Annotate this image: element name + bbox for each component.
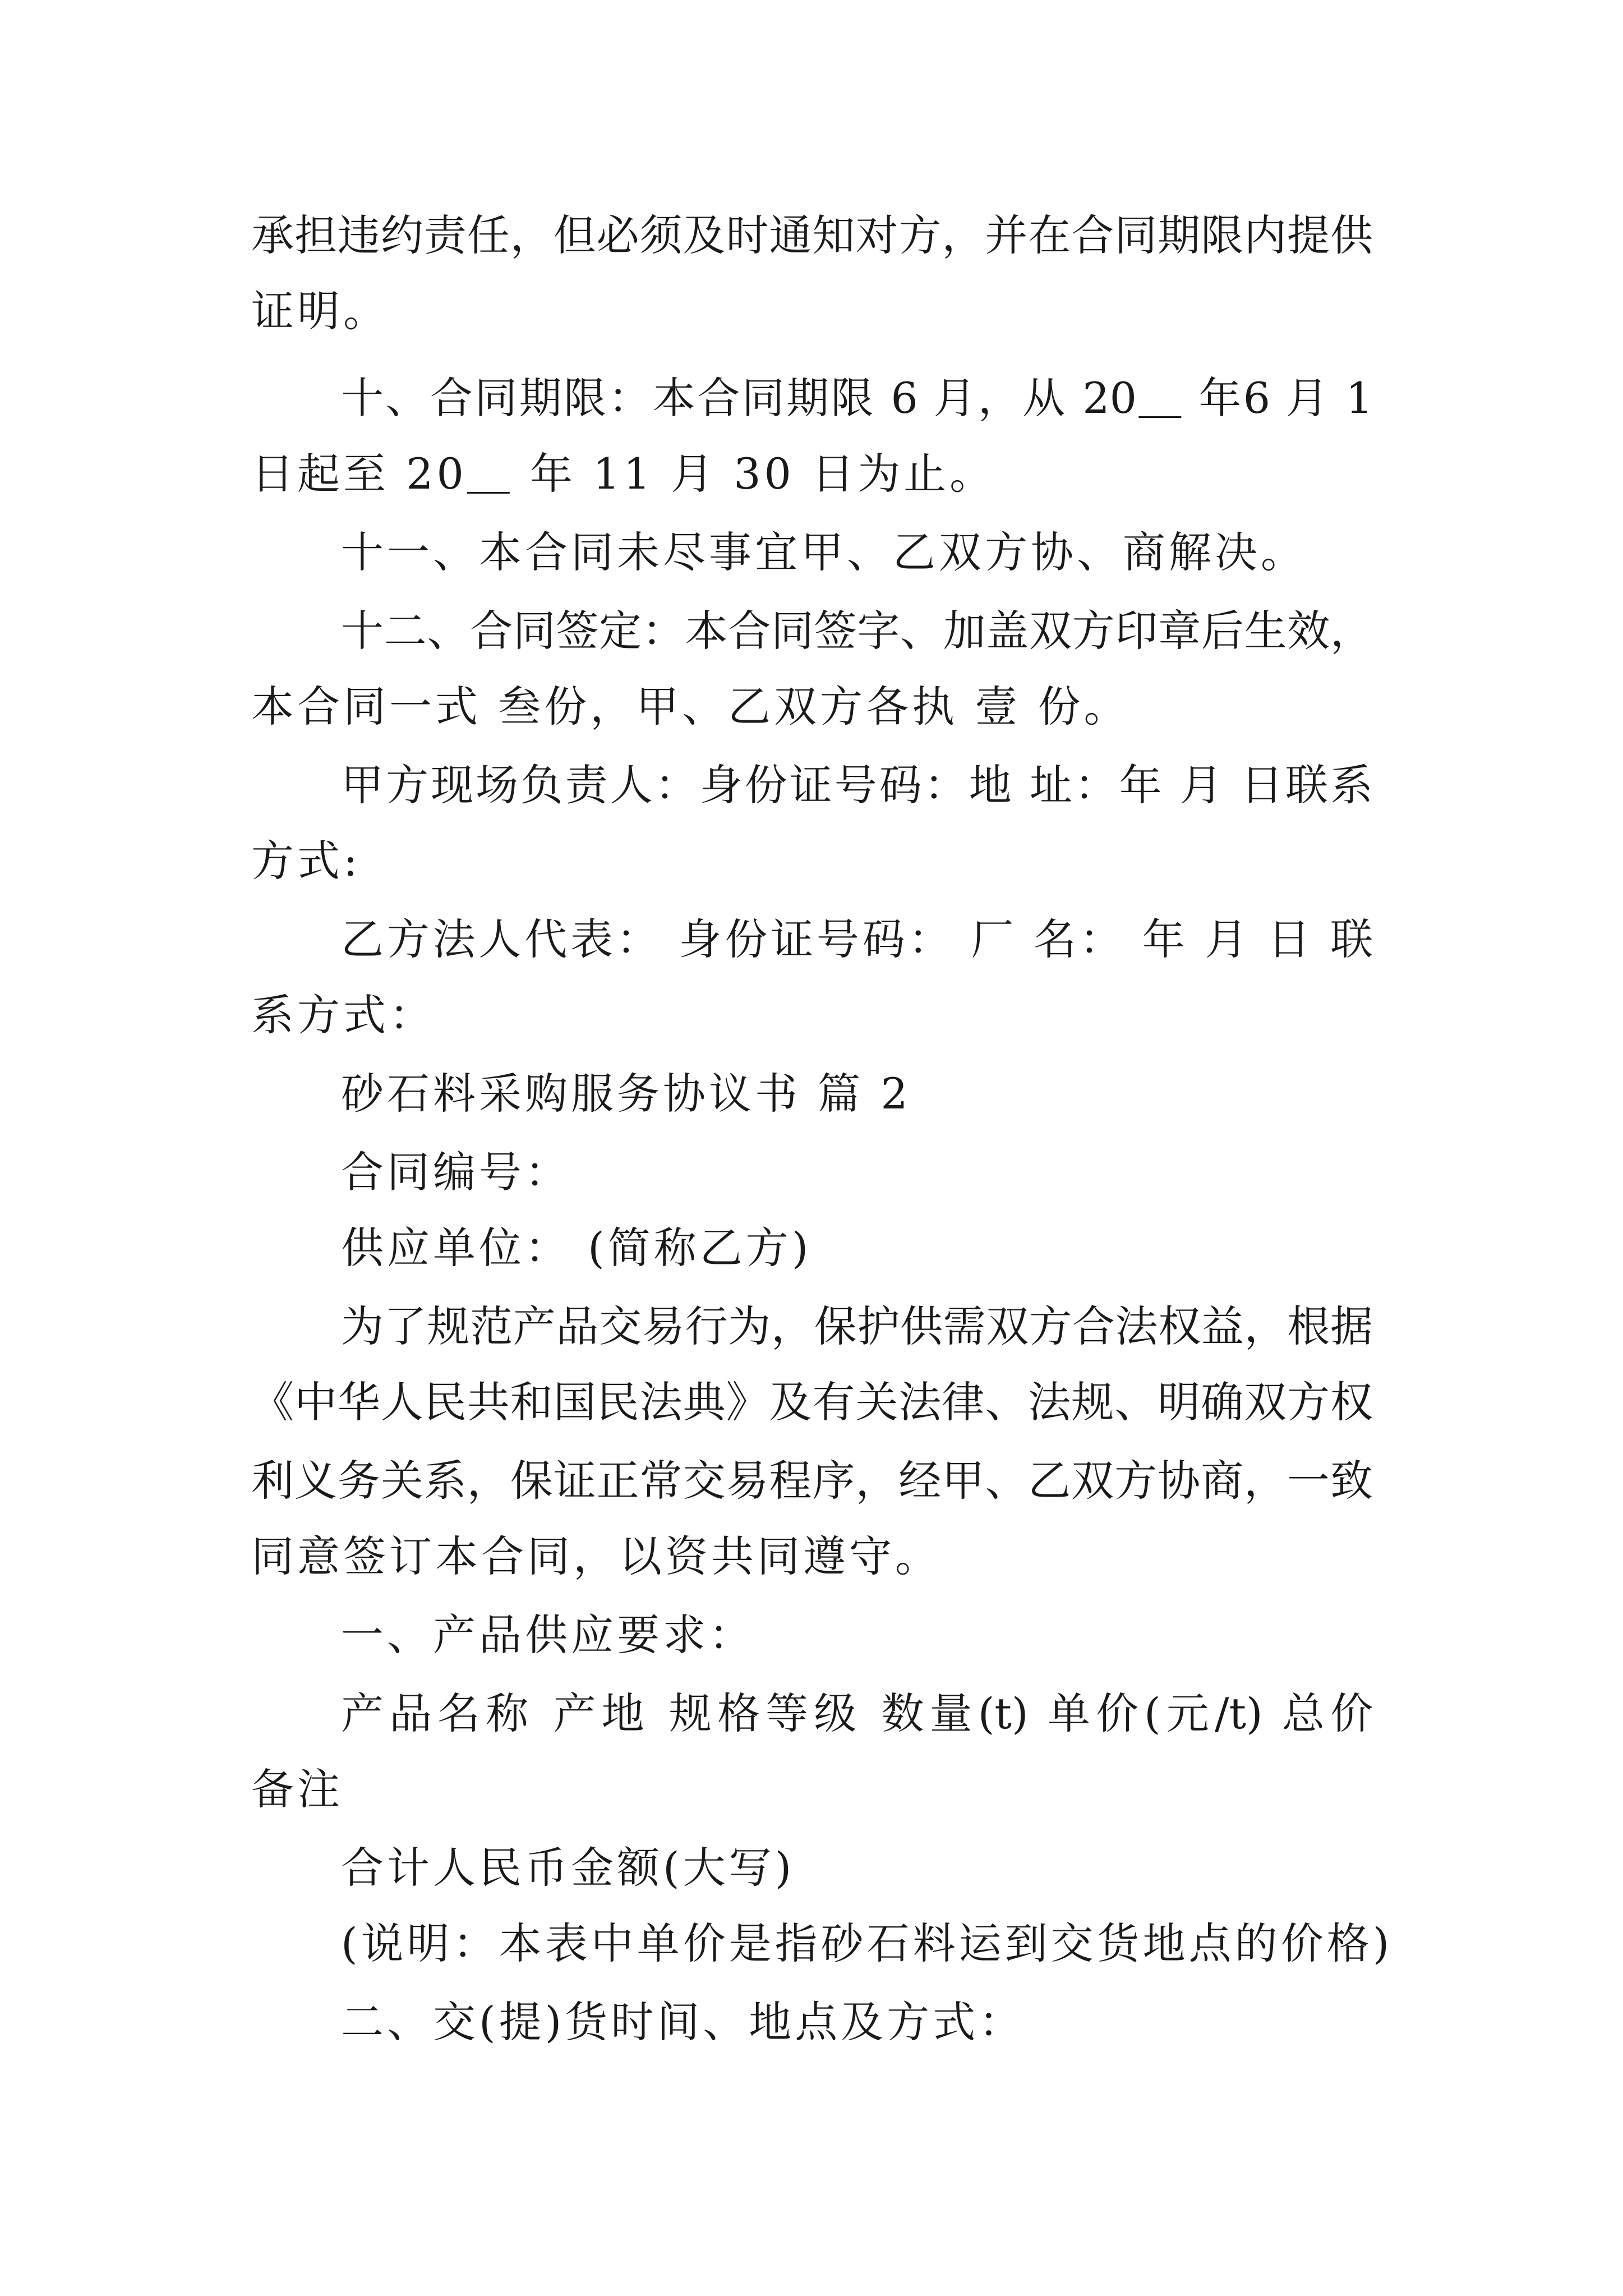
preamble-line: 同意签订本合同，以资共同遵守。 (251, 1531, 941, 1581)
clause-12-line: 十二、合同签定：本合同签字、加盖双方印章后生效， (341, 606, 1373, 656)
section-heading: 一、产品供应要求： (341, 1610, 755, 1660)
contract-number-label: 合同编号： (341, 1147, 571, 1197)
preamble-line: 利义务关系，保证正常交易程序，经甲、乙双方协商，一致 (251, 1456, 1373, 1506)
table-header-line: 产品名称 产地 规格等级 数量(t) 单价(元/t) 总价 (341, 1688, 1373, 1738)
preamble-line: 为了规范产品交易行为，保护供需双方合法权益，根据 (341, 1301, 1373, 1351)
clause-10-line: 日起至 20＿ 年 11 月 30 日为止。 (251, 449, 996, 499)
table-header-line: 备注 (251, 1764, 343, 1814)
section-heading: 二、交(提)货时间、地点及方式： (341, 1997, 1025, 2047)
party-b-signature-line: 乙方法人代表： 身份证号码： 厂 名： 年 月 日 联 (341, 914, 1373, 964)
clause-11: 十一、本合同未尽事宜甲、乙双方协、商解决。 (341, 527, 1307, 577)
paragraph-line: 承担违约责任，但必须及时通知对方，并在合同期限内提供 (251, 210, 1373, 260)
total-amount-label: 合计人民币金额(大写) (341, 1843, 795, 1893)
party-a-signature-line: 甲方现场负责人：身份证号码：地 址：年 月 日联系 (341, 760, 1373, 810)
supplier-label: 供应单位： (简称乙方) (341, 1223, 812, 1273)
paragraph-line: 证明。 (251, 286, 389, 336)
party-b-signature-line: 系方式： (251, 990, 435, 1040)
section-title: 砂石料采购服务协议书 篇 2 (341, 1069, 911, 1119)
party-a-signature-line: 方式: (251, 836, 361, 886)
preamble-line: 《中华人民共和国民法典》及有关法律、法规、明确双方权 (251, 1377, 1373, 1427)
clause-12-line: 本合同一式 叁份，甲、乙双方各执 壹 份。 (251, 682, 1130, 731)
price-note: (说明：本表中单价是指砂石料运到交货地点的价格) (341, 1918, 1393, 1968)
clause-10-line: 十、合同期限：本合同期限 6 月，从 20＿ 年6 月 1 (341, 373, 1373, 423)
